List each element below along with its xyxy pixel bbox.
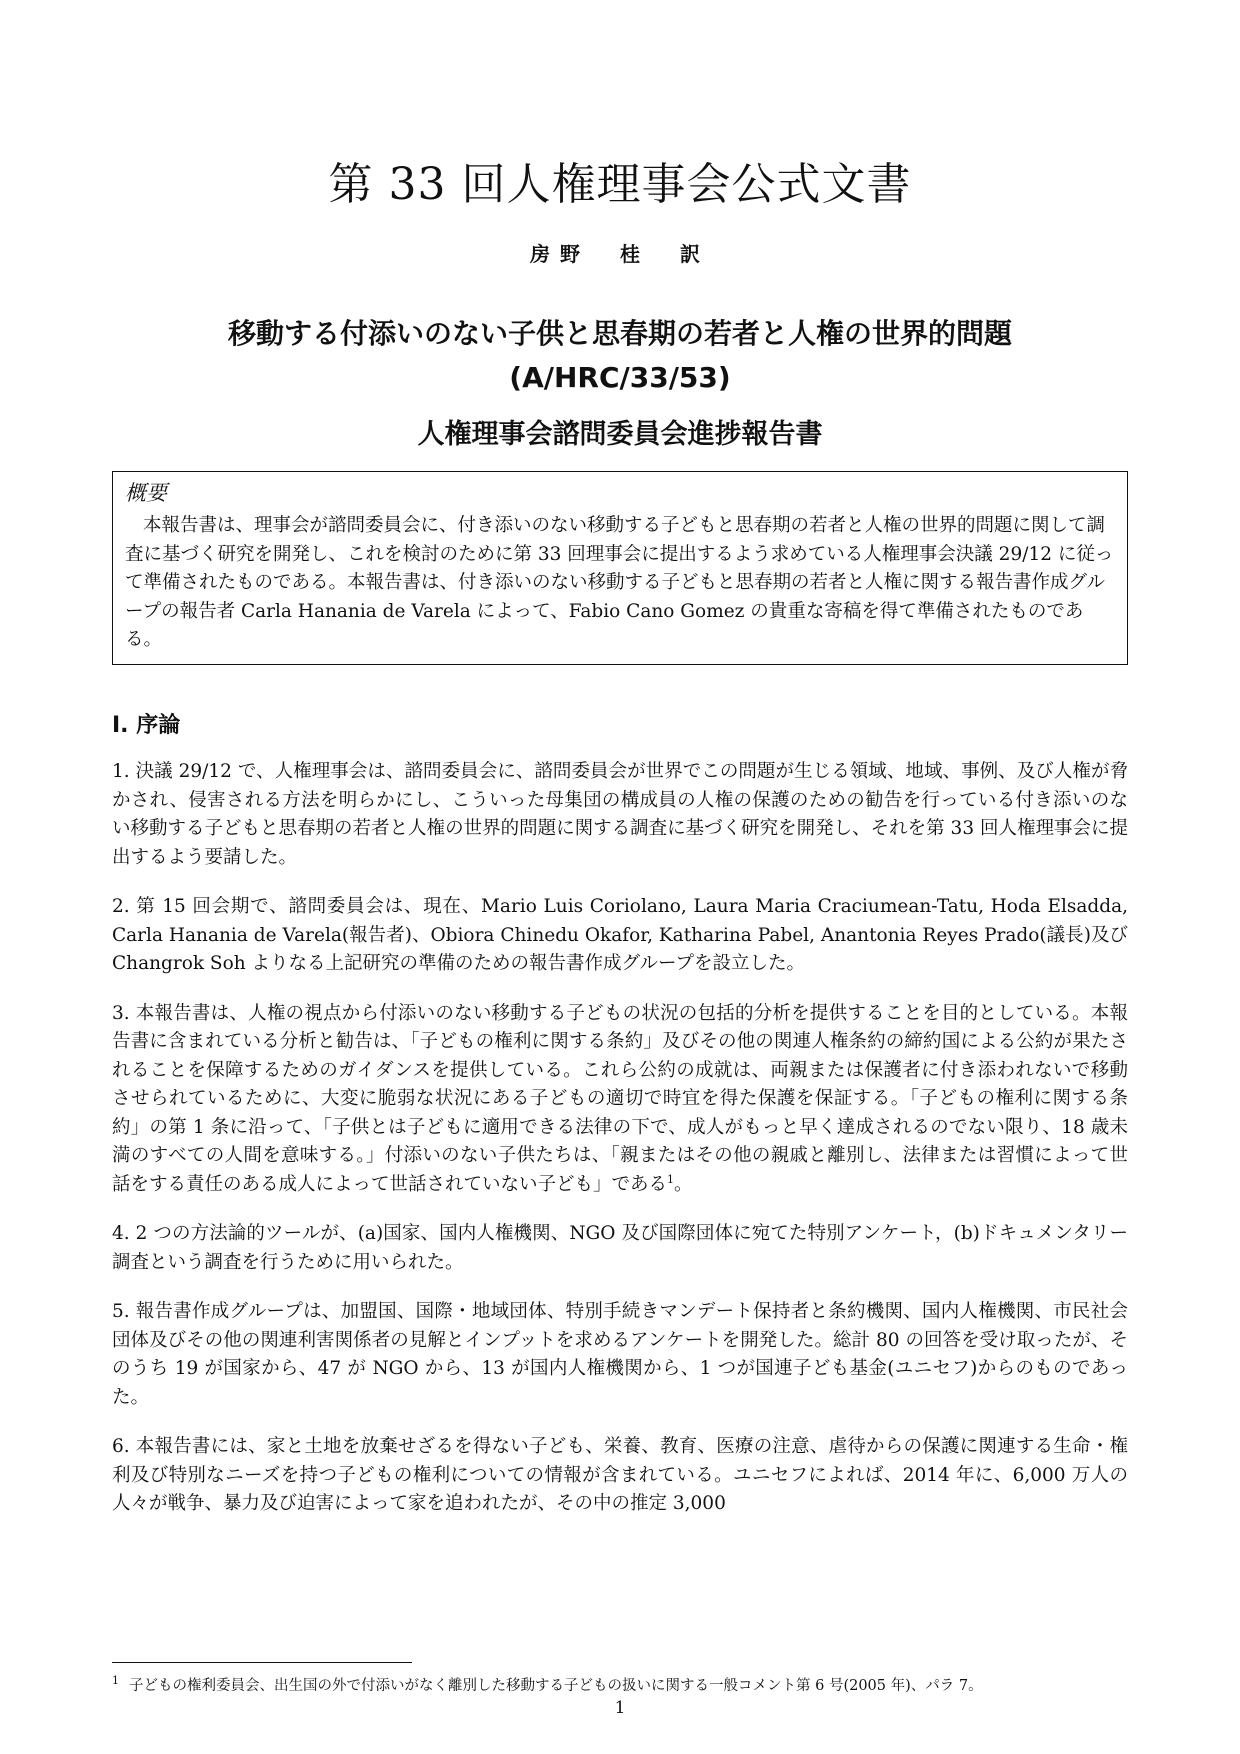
footnote-reference[interactable]: 1 xyxy=(667,1172,675,1186)
section-heading-introduction: I. 序論 xyxy=(112,713,181,738)
page-number: 1 xyxy=(614,1698,626,1718)
paragraph-1: 1. 決議 29/12 で、人権理事会は、諮問委員会に、諮問委員会が世界でこの問題が生じる領域、地域、事例、及び人権が脅かされ、侵害される方法を明らかにし、こういった母集団の構成員の人権の保護のための勧告を行っている付き添いのない移動する子どもと思春期の若者と人権の世界的問題に関する調査に基づく研究を開発し、それを第 33 回人権理事会に提出するよう要請した。 xyxy=(112,761,1128,868)
paragraph-4: 4. 2 つの方法論的ツールが、(a)国家、国内人権機関、NGO 及び国際団体に宛てた特別アンケート，(b)ドキュメンタリー調査という調査を行うために用いられた。 xyxy=(112,1223,1128,1273)
summary-text: 本報告書は、理事会が諮問委員会に、付き添いのない移動する子どもと思春期の若者と人権の世界的問題に関して調査に基づく研究を開発し、これを検討のために第 33 回理事会に提出するよう求めている人権理事会決議 29/12 に従って準備されたものである。本報告書は、付き添いのない移動する子どもと思春期の若者と人権に関する報告書作成グループの報告者 Carla Hanania de Varela によって、Fabio Cano Gomez の貴重な寄稿を得て準備されたものである。 xyxy=(125,515,1114,650)
footnote-text: 子どもの権利委員会、出生国の外で付添いがなく離別した移動する子どもの扱いに関する一般コメント第 6 号(2005 年)、パラ 7。 xyxy=(129,1677,983,1694)
paragraph-2: 2. 第 15 回会期で、諮問委員会は、現在、Mario Luis Coriolano, Laura Maria Craciumean-Tatu, Hoda Elsadda, Carla Hanania de Varela(報告者)、Obiora Chinedu Okafor, Katharina Pabel, Anantonia Reyes Prado(議長)及び Changrok Soh よりなる上記研究の準備のための報告書作成グループを設立した。 xyxy=(112,896,1128,974)
footnote xyxy=(112,1670,1128,1697)
footnote-mark: 1 xyxy=(112,1674,119,1687)
paragraph-6: 6. 本報告書には、家と土地を放棄せざるを得ない子ども、栄養、教育、医療の注意、虐待からの保護に関連する生命・権利及び特別なニーズを持つ子どもの権利についての情報が含まれている。ユニセフによれば、2014 年に、6,000 万人の人々が戦争、暴力及び迫害によって家を追われたが、その中の推定 3,000 xyxy=(112,1436,1128,1514)
subtitle-line-1: 移動する付添いのない子供と思春期の若者と人権の世界的問題 xyxy=(227,317,1012,350)
footnote-divider xyxy=(112,1662,412,1663)
paragraph-3 xyxy=(112,1000,1128,1200)
report-type-heading: 人権理事会諮問委員会進捗報告書 xyxy=(417,419,823,450)
paragraph-5: 5. 報告書作成グループは、加盟国、国際・地域団体、特別手続きマンデート保持者と条約機関、国内人権機関、市民社会団体及びその他の関連利害関係者の見解とインプットを求めるアンケートを開発した。総計 80 の回答を受け取ったが、そのうち 19 が国家から、47 が NGO から、13 が国内人権機関から、1 つが国連子ども基金(ユニセフ)からのものであった。 xyxy=(112,1301,1128,1408)
summary-heading: 概要 xyxy=(125,481,167,505)
summary-box xyxy=(112,471,1128,665)
translator-credit: 房野 桂 訳 xyxy=(530,242,710,266)
body-text xyxy=(112,758,1128,1540)
paragraph-3-text: 3. 本報告書は、人権の視点から付添いのない移動する子どもの状況の包括的分析を提供することを目的としている。本報告書に含まれている分析と勧告は、「子どもの権利に関する条約」及びその他の関連人権条約の締約国による公約が果たされることを保障するためのガイダンスを提供している。これら公約の成就は、両親または保護者に付き添われないで移動させられているために、大変に脆弱な状況にある子どもの適切で時宜を得た保護を保証する。「子どもの権利に関する条約」の第 1 条に沿って、「子供とは子どもに適用できる法律の下で、成人がもっと早く達成されるのでない限り、18 歳未満のすべての人間を意味する。」付添いのない子供たちは、「親またはその他の親戚と離別し、法律または習慣によって世話をする責任のある成人によって世話されていない子ども」である xyxy=(112,1002,1128,1195)
report-subtitle xyxy=(0,312,1240,400)
paragraph-3-end: 。 xyxy=(674,1173,693,1195)
document-symbol: (A/HRC/33/53) xyxy=(509,361,731,394)
document-title: 第 33 回人権理事会公式文書 xyxy=(328,159,912,210)
